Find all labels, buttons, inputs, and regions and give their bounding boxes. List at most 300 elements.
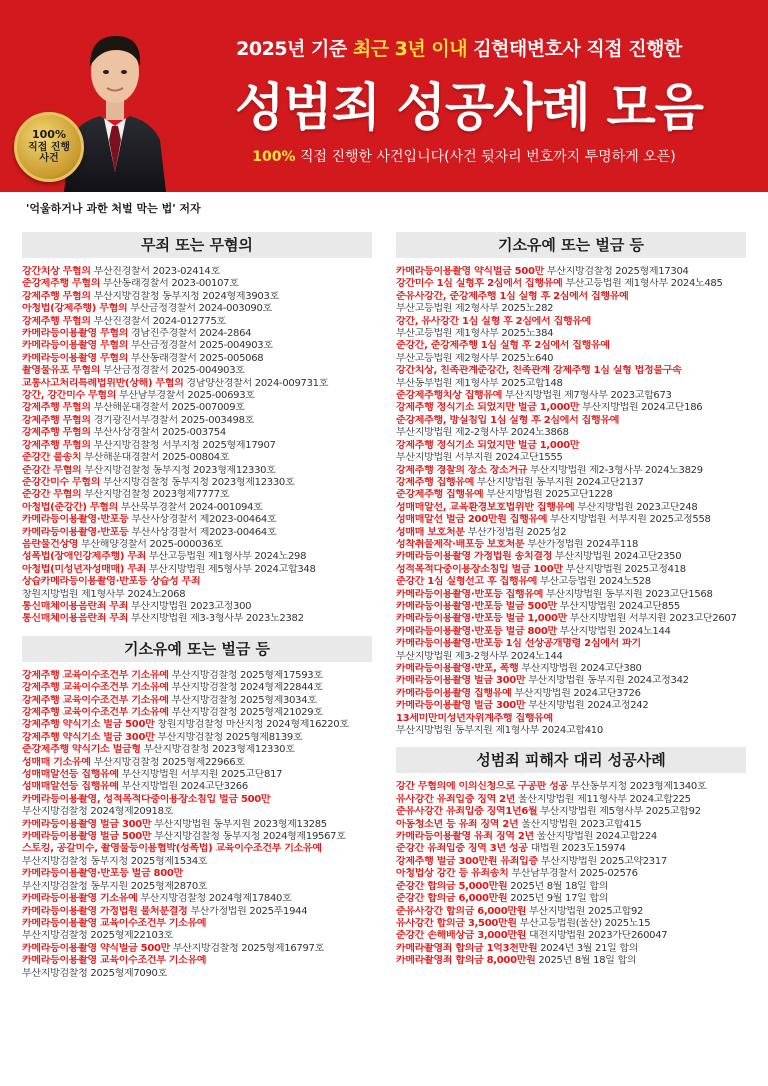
case-reference: 2025년 8월 18일 합의	[507, 880, 609, 892]
case-result: 카메라등이용촬영 무혐의	[22, 328, 129, 340]
case-item	[22, 440, 372, 452]
case-item	[22, 452, 372, 464]
case-item	[396, 365, 746, 377]
case-reference: 부산금정경찰서 2025-004903호	[128, 340, 273, 352]
case-result: 준강간 불송치	[22, 452, 82, 464]
case-reference: 부산지방법원 2024고단2350	[552, 551, 682, 563]
case-reference: 대법원 2023도15974	[527, 843, 626, 855]
case-item	[396, 893, 746, 905]
case-item	[22, 732, 372, 744]
case-result: 상습카메라등이용촬영·반포등 상습성 무죄	[22, 576, 201, 588]
case-result: 강제추행 무혐의	[22, 290, 91, 302]
case-item	[22, 744, 372, 756]
case-item	[22, 943, 372, 955]
case-reference: 부산지방법원 2025고단1228	[483, 489, 613, 501]
case-item	[22, 489, 372, 501]
case-reference: 부산지방법원 2024고단186	[579, 402, 703, 414]
case-result: 준강간 합의금 5,000만원	[396, 880, 508, 892]
case-result: 카메라등이용촬영 벌금 300만	[22, 818, 152, 830]
case-reference: 부산지방검찰청 동부지청 2024형제19567호	[151, 831, 346, 843]
case-result: 준강제추행 무혐의	[22, 278, 101, 290]
case-result: 준강제추행, 방실침입 1심 실형 후 2심에서 집행유예	[396, 414, 620, 426]
case-item	[396, 539, 746, 551]
case-item	[396, 551, 746, 563]
case-result: 강간치상, 친족관계준강간, 친족관계 강제추행 1심 실형 법정불구속	[396, 365, 682, 377]
case-result: 준강간 1심 실형선고 후 집행유예	[396, 576, 538, 588]
case-item	[22, 514, 372, 526]
case-reference: 부산지방검찰청 서부지청 2025형제17907	[90, 439, 276, 451]
right-column	[396, 232, 746, 968]
case-reference: 부산지방법원 2024고단3726	[511, 687, 641, 699]
case-item	[22, 670, 372, 682]
case-item	[396, 638, 746, 650]
case-result: 준강간미수 무혐의	[22, 476, 101, 488]
case-item	[396, 353, 746, 365]
case-reference: 부산지방법원 동부지원 2024고정342	[525, 675, 689, 687]
case-reference: 부산지방검찰청 2025형제17304	[544, 266, 689, 277]
case-item	[22, 893, 372, 905]
case-item	[22, 819, 372, 831]
case-result: 성적목적다중이용장소침입 벌금 100만	[396, 563, 563, 575]
case-result: 스토킹, 공갈미수, 촬영물등이용협박(성폭법) 교육이수조건부 기소유예	[22, 843, 322, 855]
case-reference: 부산지방검찰청 2025형제8139호	[154, 731, 303, 743]
case-result: 강제추행 교육이수조건부 기소유예	[22, 707, 169, 718]
case-item	[396, 477, 746, 489]
case-item	[396, 489, 746, 501]
case-list	[396, 266, 746, 737]
case-result: 준강간, 준강제추행 1심 실형 후 2심에서 집행유예	[396, 340, 610, 352]
case-item	[22, 539, 372, 551]
case-list	[396, 781, 746, 967]
case-reference: 울산지방법원 2024고합224	[533, 831, 657, 843]
case-result: 카메라등이용촬영 집행유예	[396, 687, 512, 699]
case-item	[396, 688, 746, 700]
case-item	[22, 831, 372, 843]
case-item	[22, 613, 372, 625]
section-acquittal	[22, 232, 372, 626]
case-item	[22, 402, 372, 414]
case-reference: 울산지방법원 2023고합415	[518, 818, 642, 830]
case-item	[22, 365, 372, 377]
case-item	[396, 651, 746, 663]
case-result: 카메라등이용촬영·반포등 벌금 1,000만	[396, 613, 568, 625]
case-item	[396, 514, 746, 526]
case-reference: 부산해운대경찰서 2025-007009호	[90, 402, 245, 414]
case-item	[396, 725, 746, 737]
section-victim	[396, 747, 746, 967]
case-reference: 부산지방법원 제5형사부 2025고합92	[537, 806, 701, 818]
badge-line1: 100%	[32, 128, 66, 142]
case-result: 강제추행 교육이수조건부 기소유예	[22, 682, 169, 694]
case-item	[22, 781, 372, 793]
case-item	[396, 502, 746, 514]
case-reference: 부산고등법원 2024노528	[537, 576, 651, 588]
case-item	[396, 868, 746, 880]
case-item	[22, 527, 372, 539]
page-title: 성범죄 성공사례 모음	[235, 79, 703, 138]
case-item	[396, 278, 746, 290]
case-result: 강제추행 교육이수조건부 기소유예	[22, 694, 169, 706]
case-result: 아청법(준강간) 무혐의	[22, 501, 118, 513]
case-result: 성매매알선, 교육환경보호법위반 집행유예	[396, 501, 575, 513]
case-item	[396, 918, 746, 930]
case-item	[22, 757, 372, 769]
case-reference: 부산지방검찰청 2025형제22966호	[90, 756, 245, 768]
case-item	[22, 415, 372, 427]
case-result: 아동청소년 등 유죄 징역 2년	[396, 818, 519, 830]
case-item	[396, 402, 746, 414]
case-result: 카메라등이용촬영·반포등	[22, 526, 129, 538]
case-reference: 부산동래경찰서 2023-00107호	[100, 278, 239, 290]
case-reference: 부산지방법원 2025고합92	[526, 905, 644, 917]
case-result: 13세미만미성년자위계추행 집행유예	[396, 712, 553, 724]
case-item	[22, 843, 372, 855]
case-result: 카메라등이용촬영·반포, 폭행	[396, 663, 519, 674]
case-item	[22, 930, 372, 942]
case-reference: 부산가정법원 2024푸118	[524, 538, 639, 550]
case-reference: 부산사상경찰서 2025-003754	[90, 427, 226, 439]
case-result: 음란물건상영	[22, 538, 79, 550]
case-result: 준강제추행치상 집행유예	[396, 390, 503, 402]
hero-description: 100% 직접 진행한 사건입니다(사건 뒷자리 번호까지 투명하게 오픈)	[252, 149, 676, 165]
case-reference: 부산지방법원 제5형사부 2024고합348	[146, 563, 316, 575]
case-reference: 부산지방법원 서부지원 2025고정558	[547, 514, 711, 526]
case-result: 강제추행 무혐의	[22, 427, 91, 439]
case-result: 아청법(강제추행) 무혐의	[22, 303, 128, 315]
section-deferred-2	[396, 232, 746, 737]
case-item	[396, 527, 746, 539]
case-reference: 부산고등법원(울산) 2025노15	[516, 917, 651, 929]
case-reference: 부산지방검찰청 2024형제20918호	[22, 806, 174, 818]
case-item	[396, 819, 746, 831]
case-item	[396, 576, 746, 588]
left-column	[22, 232, 372, 980]
case-item	[22, 719, 372, 731]
case-result: 강제추행 집행유예	[396, 476, 475, 488]
case-result: 카메라등이용촬영·반포등 벌금 800만	[396, 625, 557, 637]
case-reference: 부산고등법원 제1형사부 2024노298	[146, 551, 307, 563]
case-result: 카메라등이용촬영 유죄 징역 2년	[396, 831, 534, 843]
badge-line2: 직접 진행	[27, 141, 71, 153]
case-item	[22, 477, 372, 489]
case-reference: 부산지방검찰청 2025형제17593호	[168, 669, 323, 681]
case-reference: 부산지방검찰청 2025형제22103호	[22, 930, 174, 942]
case-item	[22, 695, 372, 707]
case-result: 강제추행 무혐의	[22, 402, 91, 414]
case-result: 강제추행 벌금 300만원 유죄입증	[396, 855, 538, 867]
case-result: 성매매 보호처분	[396, 526, 465, 538]
case-result: 유사강간 합의금 3,500만원	[396, 917, 517, 929]
case-item	[22, 390, 372, 402]
case-reference: 부산지방검찰청 2024형제17840호	[137, 893, 292, 905]
case-item	[22, 551, 372, 563]
case-reference: 부산지방검찰청 동부지원 2025형제2870호	[22, 880, 208, 892]
case-reference: 부산지방법원 서부지원 2024고단1555	[396, 452, 563, 464]
case-reference: 부산고등법원 제2형사부 2025노640	[396, 352, 554, 364]
case-result: 성매매알선등 집행유예	[22, 769, 119, 781]
case-reference: 부산금정경찰서 2025-004903호	[100, 365, 245, 377]
case-item	[22, 378, 372, 390]
case-reference: 부산지방검찰청 2023형제7777호	[81, 489, 230, 501]
case-reference: 부산지방법원 제7형사부 2023고합673	[502, 390, 672, 402]
case-item	[22, 502, 372, 514]
case-item	[396, 700, 746, 712]
case-result: 준강제추행 약식기소 벌금형	[22, 744, 141, 756]
case-reference: 부산지방검찰청 2025형제3034호	[168, 694, 317, 706]
case-result: 준강간 유죄입증 징역 3년 성공	[396, 843, 528, 855]
case-item	[396, 601, 746, 613]
case-result: 카메라등이용촬영 벌금 500만	[22, 831, 152, 843]
case-result: 카메라등이용촬영 기소유예	[22, 893, 138, 905]
case-item	[22, 794, 372, 806]
case-reference: 부산지방법원 2025고약2317	[537, 855, 667, 867]
case-item	[22, 291, 372, 303]
case-reference: 부산해운대경찰서 2025-00804호	[81, 452, 230, 464]
case-result: 강제추행 정식기소 되었지만 벌금 1,000만	[396, 402, 580, 414]
case-item	[22, 278, 372, 290]
case-result: 카메라등이용촬영·반포등 벌금 500만	[396, 600, 557, 612]
case-reference: 부산지방법원 제2-2형사부 2024노3868	[396, 427, 569, 439]
case-item	[22, 955, 372, 967]
case-item	[22, 806, 372, 818]
case-item	[22, 427, 372, 439]
case-item	[396, 589, 746, 601]
case-reference: 부산지방검찰청 2025형제16797호	[170, 942, 324, 954]
case-item	[22, 769, 372, 781]
case-result: 통신매체이용음란죄 무죄	[22, 613, 129, 625]
case-result: 아청법상 강간 등 유죄송치	[396, 868, 509, 880]
case-item	[396, 906, 746, 918]
case-item	[22, 328, 372, 340]
case-item	[396, 564, 746, 576]
case-reference: 부산지방검찰청 2025형제21029호	[168, 707, 323, 718]
case-result: 강제추행 무혐의	[22, 439, 91, 451]
case-result: 준유사강간 유죄입증 징역1년6월	[396, 806, 538, 818]
case-reference: 부산지방법원 동부지원 2024고단2137	[474, 476, 644, 488]
hero-subtitle: 2025년 기준 최근 3년 이내 김현태변호사 직접 진행한	[236, 38, 682, 60]
case-item	[396, 440, 746, 452]
case-result: 카메라등이용촬영·반포등	[22, 514, 129, 526]
case-reference: 부산해양경찰서 2025-000036호	[78, 538, 223, 550]
case-result: 강간, 강간미수 무혐의	[22, 390, 117, 402]
case-result: 촬영물유포 무혐의	[22, 365, 101, 377]
case-result: 카메라등이용촬영 가정법원 불처분결정	[22, 905, 188, 917]
case-item	[22, 906, 372, 918]
case-reference: 부산동래경찰서 2025-005068	[128, 352, 264, 364]
case-reference: 부산사상경찰서 제2023-00464호	[128, 514, 277, 526]
case-reference: 2025년 8월 18일 합의	[535, 955, 637, 967]
case-reference: 부산지방검찰청 동부지청 2023형제12330호	[100, 476, 295, 488]
case-result: 성폭법(장애인강제추행) 무죄	[22, 551, 147, 563]
case-result: 성착취물제작·배포등 보호처분	[396, 538, 525, 550]
case-reference: 부산지방검찰청 동부지청 2023형제12330호	[81, 464, 276, 476]
case-result: 카메라등이용촬영 벌금 300만	[396, 700, 526, 712]
case-item	[22, 340, 372, 352]
case-reference: 대전지방법원 2023가단260047	[526, 930, 668, 942]
case-item	[396, 452, 746, 464]
case-result: 카메라등이용촬영 약식벌금 500만	[396, 266, 545, 277]
case-reference: 부산지방법원 2025고정418	[562, 563, 686, 575]
case-item	[22, 303, 372, 315]
case-reference: 부산지방법원 2024고단380	[518, 663, 642, 674]
case-item	[396, 427, 746, 439]
case-reference: 부산남부경찰서 2025-02576	[508, 868, 638, 880]
case-result: 강간, 유사강간 1심 실형 후 2심에서 집행유예	[396, 315, 592, 327]
case-result: 통신매체이용음란죄 무죄	[22, 600, 129, 612]
case-reference: 부산가정법원 2025푸1944	[187, 905, 308, 917]
case-reference: 경남진주경찰서 2024-2864	[128, 328, 252, 340]
case-result: 준강간 무혐의	[22, 464, 82, 476]
case-result: 교통사고처리특례법위반(상해) 무혐의	[22, 377, 184, 389]
case-result: 카메라등이용촬영·반포등 1심 선상공개명령 2심에서 파기	[396, 638, 641, 650]
case-reference: 부산지방법원 서부지원 2025고단817	[118, 769, 283, 781]
case-reference: 2025년 9월 17일 합의	[507, 893, 609, 905]
case-list	[22, 670, 372, 980]
case-result: 성매매알선등 집행유예	[22, 781, 119, 793]
case-item	[396, 943, 746, 955]
case-item	[396, 930, 746, 942]
hero-subtitle-highlight: 최근 3년 이내	[352, 38, 468, 60]
case-result: 강제추행 무혐의	[22, 414, 91, 426]
case-reference: 부산동부법원 제1형사부 2025고합148	[396, 377, 563, 389]
case-result: 성매매 기소유예	[22, 756, 91, 768]
case-result: 강간미수 1심 실형후 2심에서 집행유예	[396, 278, 563, 290]
case-result: 강제추행 경찰의 장소 장소거규	[396, 464, 528, 476]
badge-line3: 사건	[39, 153, 59, 165]
case-reference: 부산지방검찰청 2024형제22844호	[168, 682, 323, 694]
case-item	[22, 707, 372, 719]
case-item	[396, 626, 746, 638]
case-item	[396, 663, 746, 675]
case-reference: 부산진경찰서 2024-012775호	[90, 315, 226, 327]
case-item	[22, 465, 372, 477]
section-header: 무죄 또는 무혐의	[22, 232, 372, 258]
section-header: 성범죄 피해자 대리 성공사례	[396, 747, 746, 773]
case-reference: 부산고등법원 제2형사부 2025노282	[396, 303, 554, 315]
case-reference: 경기광진서부경찰서 2025-003498호	[90, 414, 254, 426]
case-item	[396, 340, 746, 352]
case-result: 카메라등이용촬영 무혐의	[22, 340, 129, 352]
case-item	[396, 465, 746, 477]
hero-banner	[0, 0, 768, 192]
case-item	[22, 353, 372, 365]
case-reference: 부산고등법원 제1형사부 2024노485	[562, 278, 723, 290]
case-item	[22, 564, 372, 576]
case-result: 강제추행 정식기소 되었지만 벌금 1,000만	[396, 439, 580, 451]
case-reference: 창원지방검찰청 마산지청 2024형제16220호	[154, 719, 349, 731]
case-reference: 부산지방법원 제3-3형사부 2023노2382	[128, 613, 304, 625]
case-result: 강간 무혐의에 이의신청으로 구공판 성공	[396, 781, 568, 793]
case-reference: 창원지방법원 제1형사부 2024노2068	[22, 588, 186, 600]
case-item	[396, 328, 746, 340]
case-reference: 부산북부경찰서 2024-001094호	[117, 501, 263, 513]
case-item	[22, 682, 372, 694]
case-item	[22, 856, 372, 868]
case-reference: 부산사상경찰서 제2023-00464호	[128, 526, 277, 538]
case-result: 강제추행 무혐의	[22, 315, 91, 327]
case-item	[22, 316, 372, 328]
case-result: 카메라등이용촬영 가정법원 송치결정	[396, 551, 553, 563]
case-reference: 부산금정경찰서 2024-003090호	[127, 303, 272, 315]
case-reference: 부산지방검찰청 2023형제12330호	[140, 744, 295, 756]
case-reference: 부산동부지청 2023형제1340호	[567, 781, 707, 793]
case-result: 준유사강간, 준강제추행 1심 실형 후 2심에서 집행유예	[396, 290, 629, 302]
case-list	[22, 266, 372, 626]
case-result: 유사강간 유죄입증 징역 2년	[396, 793, 516, 805]
case-reference: 부산지방검찰청 2025형제7090호	[22, 967, 167, 979]
case-reference: 부산지방법원 서부지원 2023고단2607	[567, 613, 737, 625]
case-item	[22, 576, 372, 588]
case-result: 준강간 무혐의	[22, 489, 82, 501]
case-result: 준강제추행 집행유예	[396, 489, 484, 501]
case-result: 준강간 합의금 6,000만원	[396, 893, 508, 905]
case-item	[396, 316, 746, 328]
case-item	[396, 303, 746, 315]
case-reference: 울산지방법원 제11형사부 2024고합225	[515, 793, 691, 805]
case-reference: 부산고등법원 제1형사부 2025노384	[396, 328, 554, 340]
case-reference: 2024년 3월 21일 합의	[537, 942, 639, 954]
case-reference: 부산지방법원 동부지원 제1형사부 2024고합410	[396, 725, 603, 737]
case-item	[396, 291, 746, 303]
case-reference: 부산지방법원 2023고단248	[574, 501, 698, 513]
case-item	[396, 831, 746, 843]
case-reference: 부산지방법원 2024고정242	[525, 700, 649, 712]
case-item	[396, 806, 746, 818]
case-result: 강제추행 약식기소 벌금 300만	[22, 731, 155, 743]
case-item	[396, 843, 746, 855]
case-result: 성매매알선 벌금 200만원 집행유예	[396, 514, 548, 526]
case-item	[22, 266, 372, 278]
case-result: 준유사강간 합의금 6,000만원	[396, 905, 527, 917]
case-item	[22, 881, 372, 893]
case-item	[22, 918, 372, 930]
case-item	[396, 794, 746, 806]
case-result: 카메라등이용촬영 벌금 300만	[396, 675, 526, 687]
case-result: 카메라등이용촬영 약식벌금 500만	[22, 942, 171, 954]
case-reference: 부산지방법원 2023고정300	[128, 600, 252, 612]
case-item	[396, 390, 746, 402]
case-result: 카메라등이용촬영, 성적목적다중이용장소침입 벌금 500만	[22, 793, 271, 805]
author-note: '억울하거나 과한 처벌 막는 법' 저자	[26, 202, 201, 215]
case-result: 카메라촬영죄 합의금 1억3천만원	[396, 942, 538, 954]
case-result: 카메라등이용촬영·반포등 벌금 800만	[22, 868, 183, 880]
case-reference: 부산지방법원 2024노144	[556, 625, 671, 637]
case-result: 강간치상 무혐의	[22, 266, 91, 277]
case-reference: 부산남부경찰서 2025-00693호	[116, 390, 255, 402]
case-reference: 부산가정법원 2025성2	[464, 526, 567, 538]
case-reference: 부산지방검찰청 동부지청 2024형제3903호	[90, 290, 279, 302]
case-reference: 부산지방법원 2024고단855	[556, 600, 680, 612]
case-item	[396, 881, 746, 893]
case-item	[396, 415, 746, 427]
case-result: 카메라등이용촬영·반포등 집행유예	[396, 588, 544, 600]
case-reference: 경남양산경찰서 2024-009731호	[183, 377, 329, 389]
case-reference: 부산지방법원 2024고단3266	[118, 781, 248, 793]
case-result: 카메라등이용촬영 무혐의	[22, 352, 129, 364]
case-reference: 부산지방법원 동부지원 2023고단1568	[543, 588, 713, 600]
case-reference: 부산지방법원 제3-2형사부 2024노144	[396, 650, 563, 662]
case-item	[396, 675, 746, 687]
case-item	[396, 613, 746, 625]
case-item	[396, 713, 746, 725]
case-item	[396, 955, 746, 967]
case-item	[396, 856, 746, 868]
case-result: 강제추행 교육이수조건부 기소유예	[22, 669, 169, 681]
case-result: 강제추행 약식기소 벌금 500만	[22, 719, 155, 731]
case-result: 준강간 손해배상금 3,000만원	[396, 930, 527, 942]
case-reference: 부산지방검찰청 동부지청 2025형제1534호	[22, 855, 208, 867]
section-header: 기소유예 또는 벌금 등	[396, 232, 746, 258]
